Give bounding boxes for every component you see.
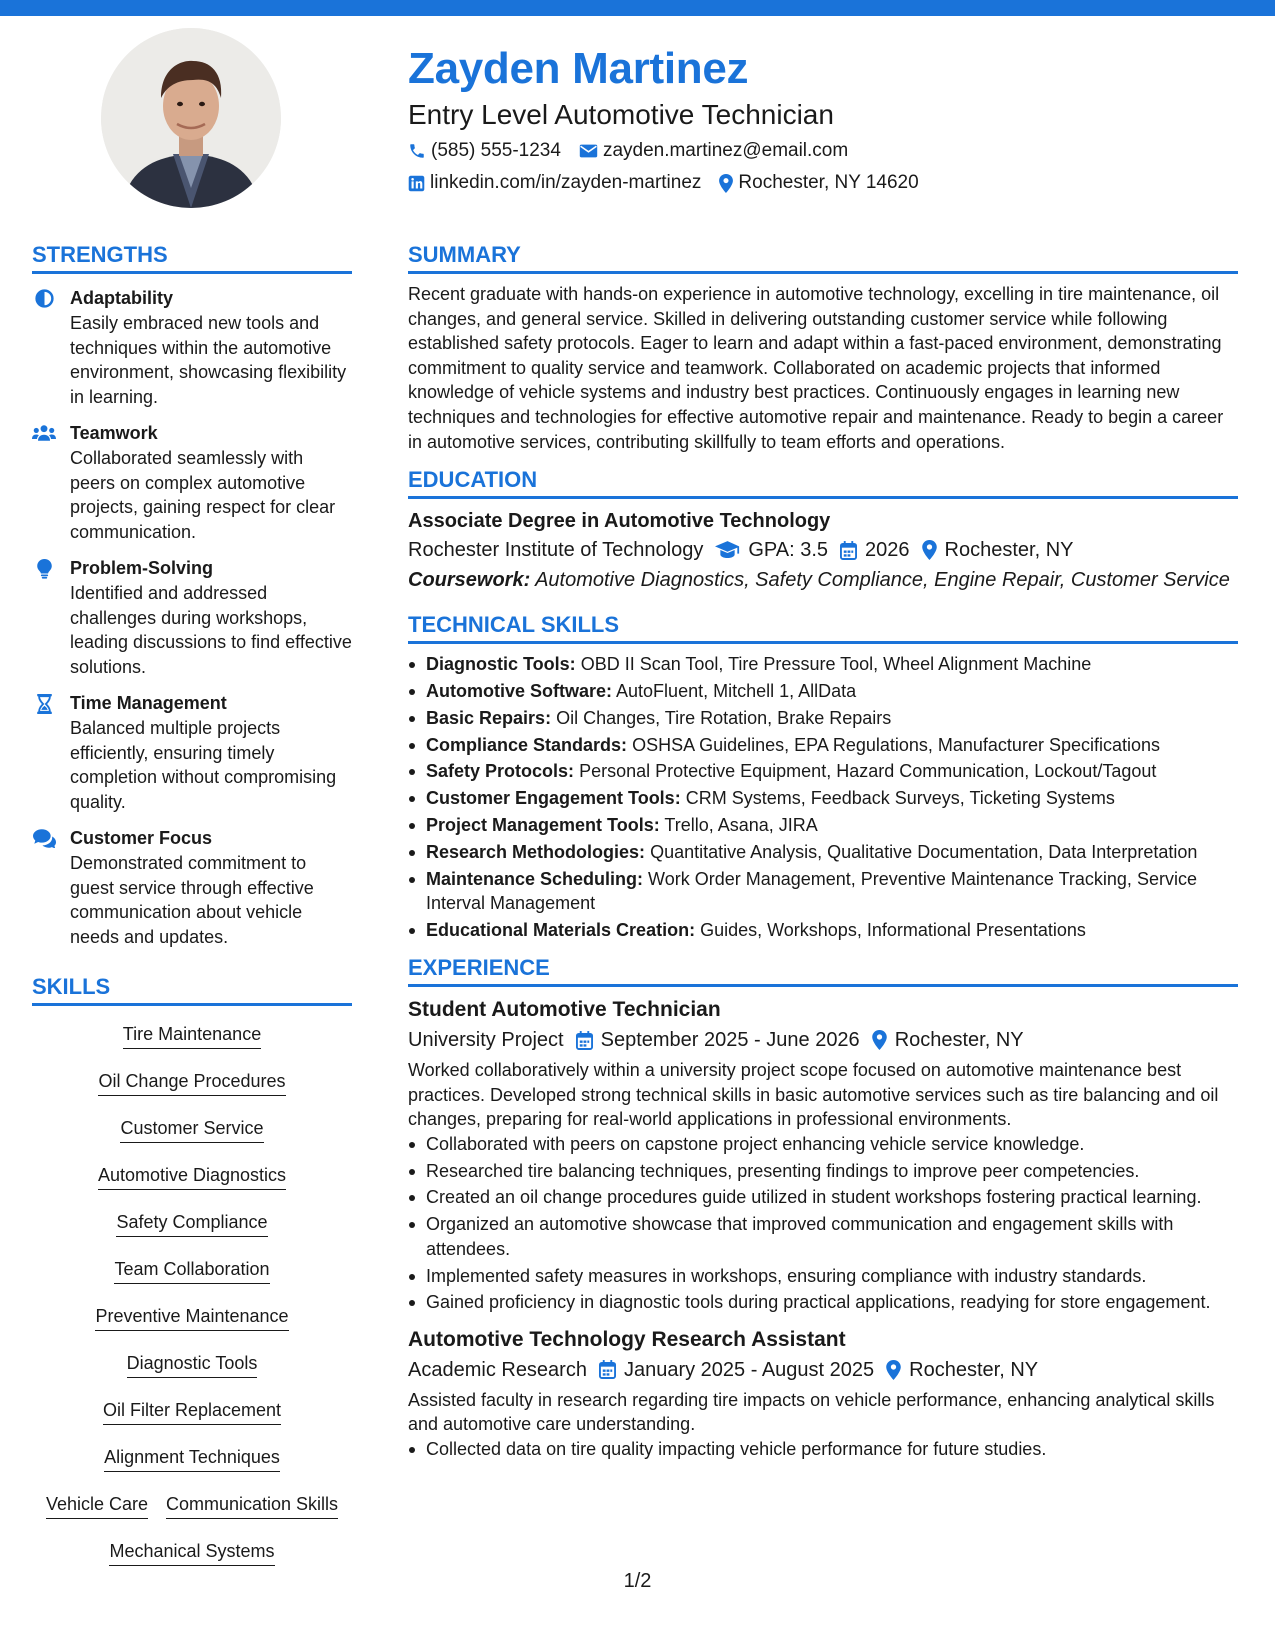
comments-icon — [33, 829, 56, 848]
job-description: Worked collaboratively within a university project scope focused on automotive maintenance best practices. Developed strong technical skills in basic automotive services such as tire balancing and oil changes, preparing for real-world applications in professional environments. — [408, 1060, 1219, 1130]
skill-tag: Diagnostic Tools — [127, 1351, 258, 1378]
skill-tag: Tire Maintenance — [123, 1022, 261, 1049]
strength-item — [32, 286, 352, 409]
linkedin-icon — [408, 175, 425, 192]
list-item: Diagnostic Tools: OBD II Scan Tool, Tire Pressure Tool, Wheel Alignment Machine — [408, 652, 1238, 677]
experience-heading: EXPERIENCE — [408, 954, 1238, 987]
education-meta — [408, 535, 1238, 565]
contact-row-1 — [408, 136, 1238, 166]
school-name: Rochester Institute of Technology — [408, 539, 704, 562]
calendar-icon — [840, 541, 857, 560]
page-number: 1/2 — [623, 1570, 652, 1592]
job-title: Automotive Technology Research Assistant — [408, 1327, 846, 1351]
technical-skills-list — [408, 652, 1238, 942]
job-location: Rochester, NY — [894, 1029, 1024, 1052]
job-location: Rochester, NY — [909, 1358, 1039, 1381]
linkedin-contact[interactable] — [408, 168, 701, 198]
phone-icon — [408, 142, 426, 160]
list-item: Basic Repairs: Oil Changes, Tire Rotation, Brake Repairs — [408, 706, 1238, 731]
skill-tag: Team Collaboration — [114, 1257, 269, 1284]
strength-description: Demonstrated commitment to guest service through effective communication about vehicle needs and updates. — [70, 853, 314, 947]
skills-list — [32, 1006, 352, 1580]
list-item: Project Management Tools: Trello, Asana, JIRA — [408, 813, 1238, 838]
list-item: Organized an automotive showcase that improved communication and engagement skills with attendees. — [408, 1212, 1238, 1261]
map-pin-icon — [719, 174, 733, 193]
map-pin-icon — [922, 540, 937, 560]
job-bullets — [408, 1437, 1238, 1462]
skill-tag: Oil Filter Replacement — [103, 1398, 281, 1425]
right-column — [408, 241, 1238, 1464]
graduation-year: 2026 — [865, 539, 910, 562]
strengths-heading: STRENGTHS — [32, 241, 352, 274]
coursework-label: Coursework: — [408, 569, 531, 592]
skill-tag: Vehicle Care — [46, 1492, 148, 1519]
profile-photo — [101, 28, 281, 208]
list-item: Collected data on tire quality impacting vehicle performance for future studies. — [408, 1437, 1238, 1462]
strength-description: Balanced multiple projects efficiently, ensuring timely completion without compromising quality. — [70, 718, 337, 812]
strength-description: Collaborated seamlessly with peers on complex automotive projects, gaining respect for clear communication. — [70, 448, 336, 542]
education-heading: EDUCATION — [408, 466, 1238, 499]
skill-tag: Alignment Techniques — [104, 1445, 280, 1472]
job-dates: January 2025 - August 2025 — [623, 1358, 875, 1381]
job-entry — [408, 995, 1238, 1314]
location-text: Rochester, NY 14620 — [738, 172, 919, 193]
map-pin-icon — [886, 1360, 901, 1380]
summary-heading: SUMMARY — [408, 241, 1238, 274]
list-item: Maintenance Scheduling: Work Order Management, Preventive Maintenance Tracking, Service Interval Management — [408, 867, 1238, 916]
envelope-icon — [579, 143, 598, 159]
list-item: Researched tire balancing techniques, presenting findings to improve peer competencies. — [408, 1159, 1238, 1184]
contact-row-2 — [408, 168, 1238, 198]
skill-tag: Safety Compliance — [116, 1210, 267, 1237]
list-item: Automotive Software: AutoFluent, Mitchell 1, AllData — [408, 679, 1238, 704]
list-item: Educational Materials Creation: Guides, Workshops, Informational Presentations — [408, 918, 1238, 943]
list-item: Safety Protocols: Personal Protective Equipment, Hazard Communication, Lockout/Tagout — [408, 759, 1238, 784]
linkedin-url: linkedin.com/in/zayden-martinez — [430, 172, 702, 193]
email-contact[interactable] — [579, 136, 848, 166]
job-bullets — [408, 1132, 1238, 1315]
job-entry — [408, 1325, 1238, 1462]
school-location: Rochester, NY — [944, 539, 1074, 562]
skill-tag: Oil Change Procedures — [98, 1069, 285, 1096]
skill-tag: Communication Skills — [166, 1492, 338, 1519]
list-item: Research Methodologies: Quantitative Analysis, Qualitative Documentation, Data Interpretation — [408, 840, 1238, 865]
coursework-line — [408, 565, 1238, 595]
strength-description: Identified and addressed challenges during workshops, leading discussions to find effective solutions. — [70, 583, 352, 677]
map-pin-icon — [872, 1030, 887, 1050]
strength-item — [32, 826, 352, 949]
skills-heading: SKILLS — [32, 973, 352, 1006]
job-meta — [408, 1025, 1238, 1055]
left-column — [32, 241, 352, 1580]
strength-item — [32, 556, 352, 679]
strength-name: Time Management — [70, 693, 227, 713]
lightbulb-icon — [37, 559, 52, 579]
email-address: zayden.martinez@email.com — [602, 140, 849, 161]
gpa-text: GPA: 3.5 — [748, 539, 829, 562]
strength-name: Problem-Solving — [70, 558, 214, 578]
skill-tag: Mechanical Systems — [109, 1539, 274, 1566]
technical-skills-heading: TECHNICAL SKILLS — [408, 611, 1238, 644]
job-description: Assisted faculty in research regarding tire impacts on vehicle performance, enhancing analytical skills and automotive care understanding. — [408, 1389, 1215, 1435]
job-organization: Academic Research — [408, 1358, 587, 1381]
users-icon — [32, 424, 56, 442]
resume-header — [408, 42, 1238, 198]
calendar-icon — [576, 1031, 593, 1050]
list-item: Implemented safety measures in workshops, ensuring compliance with industry standards. — [408, 1264, 1238, 1289]
phone-contact[interactable] — [408, 136, 561, 166]
skill-tag: Preventive Maintenance — [95, 1304, 288, 1331]
list-item: Gained proficiency in diagnostic tools during practical applications, readying for store engagement. — [408, 1290, 1238, 1315]
strength-description: Easily embraced new tools and techniques within the automotive environment, showcasing flexibility in learning. — [70, 313, 347, 407]
skill-tag: Customer Service — [120, 1116, 263, 1143]
top-accent-bar — [0, 0, 1275, 16]
list-item: Collaborated with peers on capstone project enhancing vehicle service knowledge. — [408, 1132, 1238, 1157]
list-item: Created an oil change procedures guide utilized in student workshops fostering practical learning. — [408, 1185, 1238, 1210]
job-title: Student Automotive Technician — [408, 998, 721, 1022]
strength-name: Teamwork — [70, 423, 158, 443]
hourglass-icon — [37, 694, 52, 714]
coursework-list: Automotive Diagnostics, Safety Compliance, Engine Repair, Customer Service — [535, 569, 1230, 592]
graduation-cap-icon — [715, 541, 740, 559]
candidate-name: Zayden Martinez — [408, 44, 749, 93]
degree-name: Associate Degree in Automotive Technology — [408, 510, 831, 533]
phone-number: (585) 555-1234 — [431, 140, 561, 161]
summary-text: Recent graduate with hands-on experience in automotive technology, excelling in tire maintenance, oil changes, and general service. Skilled in delivering outstanding customer service while following established safety protocols. Eager to learn and adapt within a fast-paced environment, demonstrating commitment to quality service and teamwork. Collaborated on academic projects that informed knowledge of vehicle systems and industry best practices. Continuously engages in learning new techniques and technologies for effective automotive repair and maintenance. Ready to begin a career in automotive services, contributing skillfully to team efforts and operations. — [408, 284, 1224, 452]
strength-item — [32, 421, 352, 544]
strength-item — [32, 691, 352, 814]
calendar-icon — [599, 1360, 616, 1379]
list-item: Compliance Standards: OSHSA Guidelines, EPA Regulations, Manufacturer Specifications — [408, 733, 1238, 758]
strength-name: Adaptability — [70, 288, 174, 308]
candidate-title: Entry Level Automotive Technician — [408, 99, 834, 130]
skill-tag: Automotive Diagnostics — [98, 1163, 286, 1190]
list-item: Customer Engagement Tools: CRM Systems, Feedback Surveys, Ticketing Systems — [408, 786, 1238, 811]
half-circle-icon — [35, 289, 54, 308]
job-meta — [408, 1355, 1238, 1385]
job-dates: September 2025 - June 2026 — [600, 1029, 860, 1052]
location-contact — [719, 168, 918, 198]
strength-name: Customer Focus — [70, 828, 213, 848]
job-organization: University Project — [408, 1029, 564, 1052]
